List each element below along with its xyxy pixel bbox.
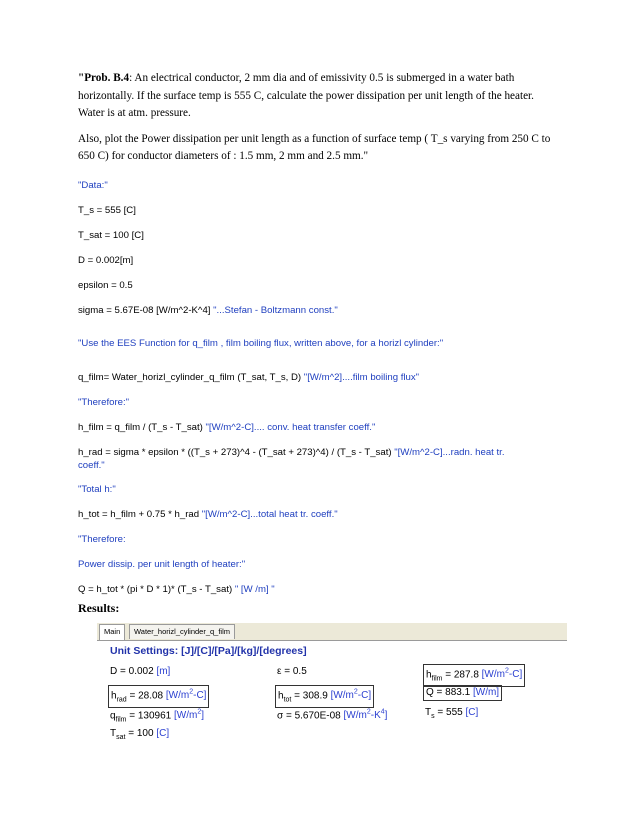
q-line: Q = h_tot * (pi * D * 1)* (T_s - T_sat) " [W /m] " [78, 584, 275, 595]
sigma-comment: "...Stefan - Boltzmann const." [213, 305, 338, 316]
hfilm-line: h_film = q_film / (T_s - T_sat) "[W/m^2-C].... conv. heat transfer coeff." [78, 422, 376, 433]
var-sigma: σ = 5.670E-08 $[W/m^2-K^4]$ [277, 709, 388, 722]
problem-line-4: Also, plot the Power dissipation per unit length as a function of surface temp ( T_s varying from 250 C to [78, 132, 551, 145]
data-comment: "Data:" [78, 180, 108, 191]
var-hfilm: $h_{film} = 287.8$ $[W/m^2-C]$ [423, 664, 525, 687]
d-line: D = 0.002[m] [78, 255, 134, 266]
htot-comment: "[W/m^2-C]...total heat tr. coeff." [201, 509, 338, 520]
hrad-comment-cont: coeff." [78, 460, 105, 471]
use-function-comment: "Use the EES Function for q_film , film boiling flux, written above, for a horizl cylinder:" [78, 338, 444, 349]
epsilon-line: epsilon = 0.5 [78, 280, 133, 291]
hrad-line: h_rad = sigma * epsilon * ((T_s + 273)^4 - (T_sat + 273)^4) / (T_s - T_sat) "[W/m^2-C]...radn. heat tr. [78, 447, 505, 458]
problem-line-5: 650 C) for conductor diameters of : 1.5 mm, 2 mm and 2.5 mm." [78, 150, 369, 162]
problem-line-2: horizontally. If the surface temp is 555 C, calculate the power dissipation per unit length of the heater. [78, 89, 534, 102]
power-comment: Power dissip. per unit length of heater:" [78, 559, 246, 570]
var-hrad: $h_{rad} = 28.08$ $[W/m^2-C]$ [108, 685, 209, 708]
unit-settings: Unit Settings: [J]/[C]/[Pa]/[kg]/[degrees] [110, 645, 307, 657]
tsat-line: T_sat = 100 [C] [78, 230, 144, 241]
qfilm-comment: "[W/m^2]....film boiling flux" [303, 372, 420, 383]
tab-main[interactable]: Main [99, 624, 125, 640]
var-qfilm: $q_{film} = 130961$ $[W/m^2]$ [110, 709, 205, 724]
hfilm-comment: "[W/m^2-C].... conv. heat transfer coeff." [205, 422, 376, 433]
tab-water-horizl-cylinder[interactable]: Water_horizl_cylinder_q_film [129, 624, 235, 639]
qfilm-line: q_film= Water_horizl_cylinder_q_film (T_sat, T_s, D) "[W/m^2]....film boiling flux" [78, 372, 420, 383]
ts-line: T_s = 555 [C] [78, 205, 136, 216]
therefore-comment-2: "Therefore: [78, 534, 126, 545]
var-epsilon: ε = 0.5 [277, 666, 307, 677]
problem-line-3: Water is at atm. pressure. [78, 107, 191, 119]
q-comment: " [W /m] " [234, 584, 275, 595]
therefore-comment-1: "Therefore:" [78, 397, 130, 408]
htot-line: h_tot = h_film + 0.75 * h_rad "[W/m^2-C]...total heat tr. coeff." [78, 509, 338, 520]
var-d: D = 0.002 [m] [110, 666, 171, 677]
solution-panel [97, 641, 567, 773]
var-q: Q = 883.1 [W/m] [423, 685, 502, 701]
tab-bar [97, 623, 567, 641]
var-htot: $h_{tot} = 308.9$ $[W/m^2-C]$ [275, 685, 374, 708]
total-h-comment: "Total h:" [78, 484, 116, 495]
var-tsat: $T_{sat} = 100$ [C] [110, 728, 170, 741]
problem-line-1: "Prob. B.4: An electrical conductor, 2 mm dia and of emissivity 0.5 is submerged in a water bath [78, 72, 515, 84]
var-ts: $T_s = 555$ [C] [425, 707, 479, 720]
problem-statement [78, 70, 566, 166]
hrad-comment: "[W/m^2-C]...radn. heat tr. [394, 447, 505, 458]
sigma-line: sigma = 5.67E-08 [W/m^2-K^4] "...Stefan - Boltzmann const." [78, 305, 338, 316]
results-heading: Results: [78, 601, 120, 615]
ees-solution-window [97, 623, 567, 773]
